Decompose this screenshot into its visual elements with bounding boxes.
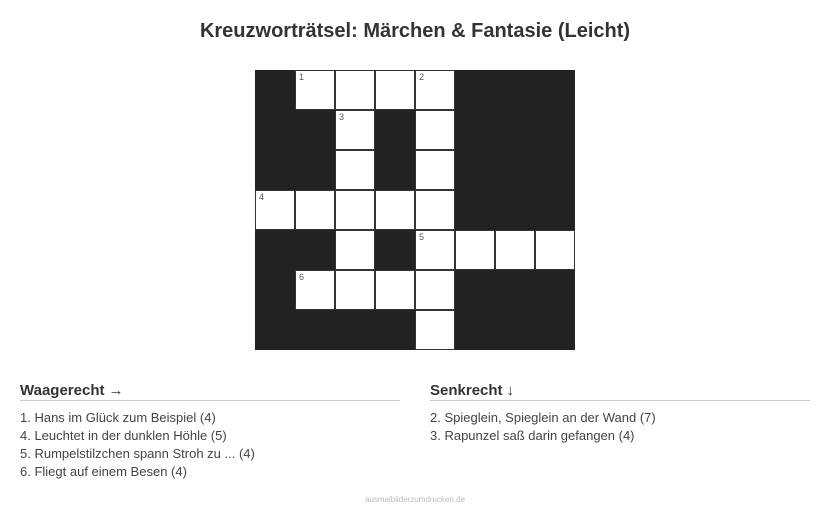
grid-answer-cell[interactable] — [375, 190, 415, 230]
down-heading-label: Senkrecht — [430, 382, 503, 399]
arrow-right-icon: → — [108, 382, 124, 399]
grid-answer-cell[interactable] — [335, 150, 375, 190]
grid-answer-cell[interactable] — [415, 230, 455, 270]
grid-answer-cell[interactable] — [455, 230, 495, 270]
clue-item: 6. Fliegt auf einem Besen (4) — [20, 464, 187, 479]
grid-block-cell — [375, 150, 415, 190]
down-clue-list — [430, 409, 810, 445]
grid-answer-cell[interactable] — [335, 70, 375, 110]
across-heading — [20, 382, 400, 401]
cell-number: 5 — [419, 232, 425, 242]
grid-block-cell — [455, 310, 495, 350]
grid-block-cell — [495, 190, 535, 230]
grid-answer-cell[interactable] — [295, 270, 335, 310]
grid-block-cell — [375, 230, 415, 270]
cell-number: 4 — [259, 192, 265, 202]
grid-answer-cell[interactable] — [415, 310, 455, 350]
grid-block-cell — [455, 110, 495, 150]
grid-answer-cell[interactable] — [255, 190, 295, 230]
grid-answer-cell[interactable] — [415, 270, 455, 310]
grid-block-cell — [455, 70, 495, 110]
grid-block-cell — [255, 110, 295, 150]
grid-block-cell — [375, 110, 415, 150]
grid-block-cell — [455, 190, 495, 230]
cell-number: 2 — [419, 72, 425, 82]
grid-answer-cell[interactable] — [415, 150, 455, 190]
grid-block-cell — [495, 70, 535, 110]
grid-block-cell — [535, 270, 575, 310]
page-title: Kreuzworträtsel: Märchen & Fantasie (Leicht) — [199, 20, 631, 42]
grid-block-cell — [455, 270, 495, 310]
grid-block-cell — [295, 310, 335, 350]
grid-block-cell — [295, 150, 335, 190]
grid-answer-cell[interactable] — [415, 190, 455, 230]
grid-answer-cell[interactable] — [375, 70, 415, 110]
grid-block-cell — [535, 110, 575, 150]
grid-answer-cell[interactable] — [335, 190, 375, 230]
grid-block-cell — [255, 310, 295, 350]
across-heading-label: Waagerecht — [20, 382, 105, 399]
grid-block-cell — [535, 70, 575, 110]
grid-block-cell — [535, 150, 575, 190]
down-heading — [430, 382, 810, 401]
grid-block-cell — [535, 310, 575, 350]
grid-answer-cell[interactable] — [535, 230, 575, 270]
grid-block-cell — [455, 150, 495, 190]
grid-block-cell — [495, 110, 535, 150]
grid-answer-cell[interactable] — [335, 270, 375, 310]
grid-block-cell — [535, 190, 575, 230]
grid-answer-cell[interactable] — [415, 110, 455, 150]
clue-item: 3. Rapunzel saß darin gefangen (4) — [430, 428, 635, 443]
grid-block-cell — [335, 310, 375, 350]
footer-watermark: ausmalbilderzumdrucken.de — [364, 495, 466, 504]
grid-block-cell — [295, 110, 335, 150]
cell-number: 1 — [299, 72, 305, 82]
grid-block-cell — [495, 270, 535, 310]
grid-answer-cell[interactable] — [335, 110, 375, 150]
grid-block-cell — [495, 150, 535, 190]
grid-answer-cell[interactable] — [415, 70, 455, 110]
clue-item: 5. Rumpelstilzchen spann Stroh zu ... (4) — [20, 446, 255, 461]
grid-block-cell — [375, 310, 415, 350]
grid-block-cell — [255, 150, 295, 190]
down-clues-section — [430, 382, 810, 445]
arrow-down-icon: ↓ — [506, 382, 515, 399]
cell-number: 6 — [299, 272, 305, 282]
grid-block-cell — [295, 230, 335, 270]
grid-block-cell — [255, 230, 295, 270]
grid-answer-cell[interactable] — [335, 230, 375, 270]
grid-answer-cell[interactable] — [295, 190, 335, 230]
cell-number: 3 — [339, 112, 345, 122]
grid-answer-cell[interactable] — [495, 230, 535, 270]
grid-block-cell — [255, 270, 295, 310]
grid-answer-cell[interactable] — [295, 70, 335, 110]
crossword-grid — [255, 70, 575, 350]
grid-answer-cell[interactable] — [375, 270, 415, 310]
clue-item: 1. Hans im Glück zum Beispiel (4) — [20, 410, 216, 425]
clue-item: 2. Spieglein, Spieglein an der Wand (7) — [430, 410, 656, 425]
across-clue-list — [20, 409, 400, 481]
grid-block-cell — [255, 70, 295, 110]
clue-item: 4. Leuchtet in der dunklen Höhle (5) — [20, 428, 227, 443]
grid-block-cell — [495, 310, 535, 350]
across-clues-section — [20, 382, 400, 481]
